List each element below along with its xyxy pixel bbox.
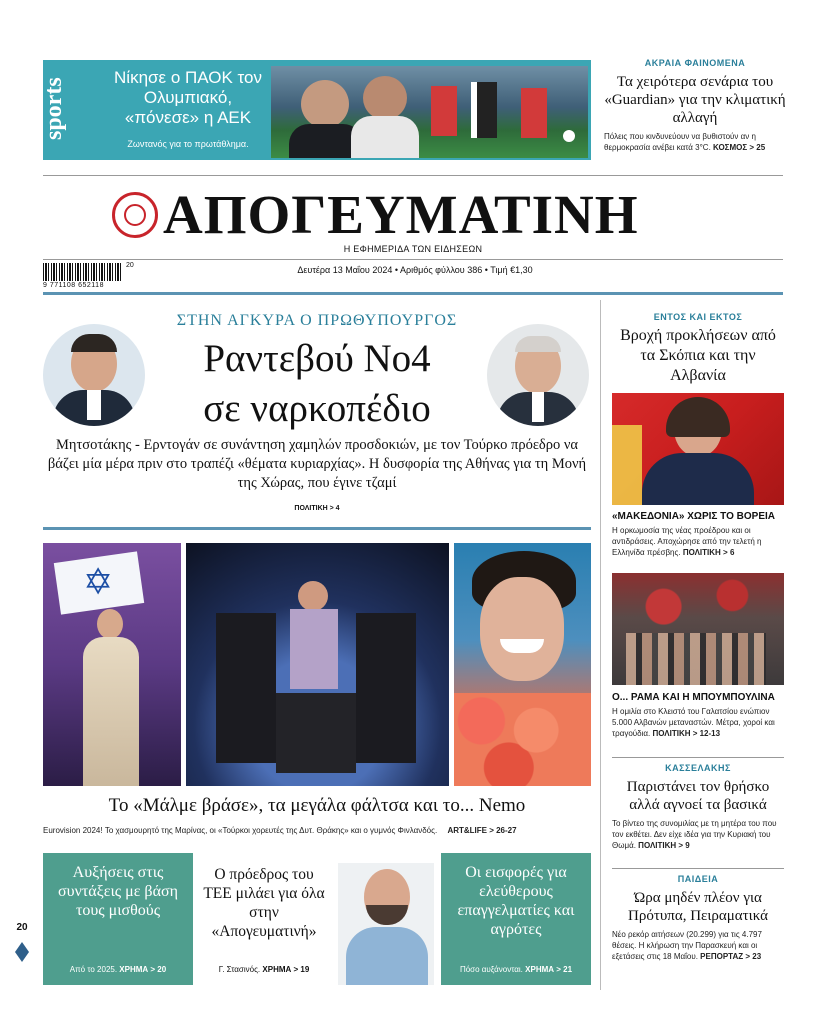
right-divider-1 [612, 757, 784, 758]
macedonia-heading: «ΜΑΚΕΔΟΝΙΑ» ΧΩΡΙΣ ΤΟ ΒΟΡΕΙΑ [612, 511, 776, 522]
rama-text: Η ομιλία στο Κλειστό του Γαλατσίου ενώπιον 5.000 Αλβανών μεταναστών. Μέτρα, χοροί και τραγούδια. ΠΟΛΙΤΙΚΗ > 12-13 [612, 707, 775, 738]
extreme-text: Πόλεις που κινδυνεύουν να βυθιστούν αν η θερμοκρασία ανέβει κατά 3°C. ΚΟΣΜΟΣ > 25 [604, 132, 766, 152]
right-divider-2 [612, 868, 784, 869]
barcode-digits: 9 771108 652118 [43, 282, 104, 289]
macedonia-text: Η ορκωμοσία της νέας προέδρου και οι αντιδράσεις. Αποχώρησε από την τελετή η Ελληνίδα πρέσβης. ΠΟΛΙΤΙΚΗ > 6 [612, 526, 762, 557]
masthead-tagline: Η ΕΦΗΜΕΡΙΔΑ ΤΩΝ ΕΙΔΗΣΕΩΝ [343, 244, 483, 254]
lead-headline-2: σε ναρκοπέδιο [203, 387, 431, 430]
eurovision-photo-nemo [454, 543, 591, 786]
lead-ref: ΠΟΛΙΤΙΚΗ > 4 [294, 505, 340, 512]
sports-label: sports [41, 77, 67, 140]
rama-box[interactable] [612, 692, 784, 752]
education-box[interactable] [612, 874, 784, 984]
barcode-issue-number: 20 [126, 262, 134, 269]
sports-sub: Ζωντανός για το πρωτάθλημα. [127, 139, 249, 149]
tee-ref: Γ. Στασινός. ΧΡΗΜΑ > 19 [218, 965, 310, 974]
masthead-logo [112, 192, 158, 238]
contributions-ref: Πόσο αυξάνονται. ΧΡΗΜΑ > 21 [459, 965, 573, 974]
emblem-icon [124, 204, 146, 226]
sports-headline: Νίκησε ο ΠΑΟΚ τον Ολυμπιακό, «πόνεσε» η ΑΕΚ [114, 68, 262, 127]
extreme-box[interactable] [604, 58, 786, 168]
kasselakis-text: Το βίντεο της συνομιλίας με τη μητέρα του που τον εκθέτει. Δεν είχε ιδέα για την Κυριακή του Θωμά. ΠΟΛΙΤΙΚΗ > 9 [612, 819, 777, 850]
lead-headline-1: Ραντεβού Νο4 [203, 337, 431, 380]
page-number: 20 [16, 922, 28, 933]
kasselakis-kicker: ΚΑΣΣΕΛΑΚΗΣ [665, 763, 731, 773]
barcode [43, 263, 123, 281]
mitsotakis-portrait [43, 324, 145, 426]
macedonia-box[interactable] [612, 511, 784, 566]
football-photo [271, 66, 588, 158]
inout-kicker: ΕΝΤΟΣ ΚΑΙ ΕΚΤΟΣ [653, 312, 743, 322]
education-kicker: ΠΑΙΔΕΙΑ [677, 874, 719, 884]
lead-text: Μητσοτάκης - Ερντογάν σε συνάντηση χαμηλών προσδοκιών, με τον Τούρκο πρόεδρο να βάζει μία μέρα πριν στο τραπέζι «θέματα κυριαρχίας». Η δυσφορία της Αθήνας για τη Μονή της Χώρας, που έγινε τζαμί [47, 437, 587, 491]
inout-box[interactable] [612, 312, 784, 390]
kasselakis-headline: Παριστάνει τον θρήσκο αλλά αγνοεί τα βασικά [626, 779, 770, 813]
extreme-kicker: ΑΚΡΑΙΑ ΦΑΙΝΟΜΕΝΑ [644, 58, 746, 68]
education-headline: Ώρα μηδέν πλέον για Πρότυπα, Πειραματικά [628, 890, 768, 924]
eurovision-headline[interactable]: Το «Μάλμε βράσε», τα μεγάλα φάλτσα και το... Nemo [108, 795, 526, 816]
rama-heading: Ο... ΡΑΜΑ ΚΑΙ Η ΜΠΟΥΜΠΟΥΛΙΝΑ [612, 692, 775, 703]
rally-photo [612, 573, 784, 685]
bottom-box-tee[interactable] [196, 853, 438, 985]
tee-headline: Ο πρόεδρος του ΤΕΕ μιλάει για όλα στην «Απογευματινή» [203, 866, 325, 940]
masthead-title: ΑΠΟΓΕΥΜΑΤΙΝΗ [163, 184, 639, 245]
right-col-rule [600, 300, 601, 990]
eurovision-photo-israel [43, 543, 181, 786]
inout-headline: Βροχή προκλήσεων από τα Σκόπια και την Αλβανία [620, 327, 776, 384]
main-rule [43, 292, 783, 295]
lead-kicker: ΣΤΗΝ ΑΓΚΥΡΑ Ο ΠΡΩΘΥΠΟΥΡΓΟΣ [176, 312, 458, 329]
bottom-box-pensions[interactable] [43, 853, 193, 985]
kasselakis-box[interactable] [612, 763, 784, 863]
president-photo [612, 393, 784, 505]
top-divider [43, 175, 783, 176]
education-text: Νέο ρεκόρ αιτήσεων (20.299) για τις 4.797 θέσεις. Η κλήρωση την Παρασκευή και οι εξετάσεις στις 18 Μαΐου. ΡΕΠΟΡΤΑΖ > 23 [612, 930, 762, 961]
lead-bottom-rule [43, 527, 591, 530]
stasinos-photo [338, 863, 434, 985]
bottom-box-contributions[interactable] [441, 853, 591, 985]
sports-banner[interactable] [43, 60, 591, 160]
pensions-ref: Από το 2025. ΧΡΗΜΑ > 20 [69, 965, 167, 974]
lead-story[interactable] [43, 304, 591, 518]
erdogan-portrait [487, 324, 589, 426]
eurovision-text: Eurovision 2024! Το χασμουρητό της Μαρίνας, οι «Τούρκοι χορευτές της Δυτ. Θράκης» και ο γυμνός Φινλανδός. ART&LIFE > 26-27 [43, 826, 517, 835]
extreme-headline: Τα χειρότερα σενάρια του «Guardian» για την κλιματική αλλαγή [604, 74, 786, 126]
masthead-line [43, 259, 783, 260]
star-of-david-icon: ✡ [83, 561, 114, 602]
diamond-icon [15, 942, 29, 962]
eurovision-photo-stage [186, 543, 449, 786]
pensions-headline: Αυξήσεις στις συντάξεις με βάση τους μισθούς [58, 864, 178, 919]
issue-line: Δευτέρα 13 Μαΐου 2024 • Αριθμός φύλλου 386 • Τιμή €1,30 [297, 265, 533, 275]
contributions-headline: Οι εισφορές για ελεύθερους επαγγελματίες και αγρότες [457, 864, 575, 938]
